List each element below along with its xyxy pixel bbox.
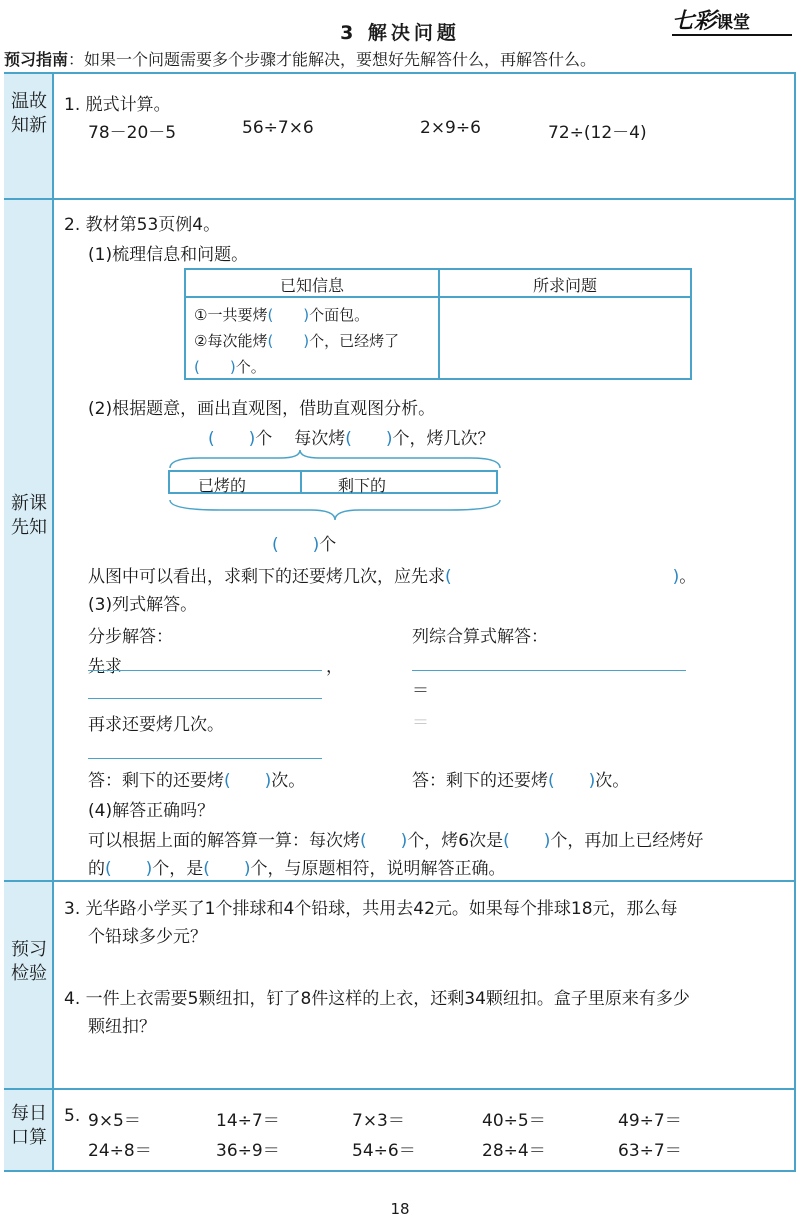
q1-item-4: 72÷(12－4) [548, 123, 647, 143]
q1-item-1: 78－20－5 [88, 123, 177, 143]
side-label-check: 预习检验 [11, 939, 47, 984]
then-step-label: 再求还要烤几次。 [88, 715, 224, 735]
diagram-each-question: 个，烤几次？ [392, 429, 495, 449]
diagram-bar-divider [300, 472, 302, 492]
q5-r2-c5: 63÷7＝ [618, 1141, 682, 1161]
known-1-text-a: ①一共要烤 [194, 306, 268, 324]
q5-r1-c1: 9×5＝ [88, 1111, 141, 1131]
table-head-known: 已知信息 [279, 276, 344, 295]
brand-logo [672, 4, 750, 35]
answer-right-text-b: 次。 [595, 771, 630, 791]
page-number: 18 [390, 1200, 410, 1218]
q3-line-1: 3. 光华路小学买了1个排球和4个铅球，共用去42元。如果每个排球18元，那么每 [64, 899, 678, 919]
q1-item-3: 2×9÷6 [420, 118, 481, 138]
known-1-text-b: 个面包。 [309, 306, 370, 324]
side-new [4, 200, 54, 880]
info-table [184, 268, 692, 380]
known-3-text-b: 个。 [235, 358, 266, 376]
check-2-text-b: 个，是 [152, 859, 204, 879]
side-review [4, 74, 54, 198]
diagram-baked-label: 已烤的 [198, 476, 247, 495]
first-step-answer-line[interactable] [88, 670, 322, 671]
known-info-2 [194, 330, 399, 351]
q5-r2-c4: 28÷4＝ [482, 1141, 546, 1161]
diagram-bottom-label [272, 530, 336, 555]
q2-part2: (2)根据题意，画出直观图，借助直观图分析。 [88, 399, 436, 419]
combined-solution-label: 列综合算式解答： [412, 627, 548, 647]
then-step-answer-line[interactable] [88, 758, 322, 759]
from-diagram-text: 从图中可以看出，求剩下的还要烤几次，应先求 [88, 567, 445, 587]
check-2-blank-b[interactable]: ( ) [203, 859, 251, 879]
diagram-each-blank[interactable]: ( ) [345, 429, 393, 449]
diagram-bottom-unit: 个 [319, 535, 337, 555]
q5-r1-c2: 14÷7＝ [216, 1111, 280, 1131]
check-2-text-a: 的 [88, 859, 105, 879]
answer-left-text-b: 次。 [271, 771, 306, 791]
diagram-top-label [208, 424, 495, 449]
page-title: 3 解决问题 [340, 22, 460, 44]
known-info-1 [194, 304, 369, 325]
diagram-each-label: 每次烤 [294, 429, 346, 449]
q5-r1-c5: 49÷7＝ [618, 1111, 682, 1131]
q2-part4: (4)解答正确吗？ [88, 801, 215, 821]
guide-text: ：如果一个问题需要多个步骤才能解决，要想好先解答什么，再解答什么。 [68, 50, 597, 69]
answer-left [88, 766, 305, 791]
known-info-3 [194, 356, 266, 377]
combined-answer-line[interactable] [412, 670, 686, 671]
check-line-1 [88, 826, 703, 851]
brand-logo-sub: 课堂 [716, 13, 751, 33]
known-2-blank[interactable]: ( ) [267, 332, 310, 350]
q4-line-1: 4. 一件上衣需要5颗纽扣，钉了8件这样的上衣，还剩34颗纽扣。盒子里原来有多少 [64, 989, 690, 1009]
diagram-bar [168, 470, 498, 494]
side-label-review: 温故知新 [11, 91, 47, 136]
q1-title: 1. 脱式计算。 [64, 95, 171, 115]
diagram-bottom-blank[interactable]: ( ) [272, 535, 320, 555]
q5-r2-c3: 54÷6＝ [352, 1141, 416, 1161]
check-2-blank-a[interactable]: ( ) [105, 859, 153, 879]
side-daily [4, 1090, 54, 1170]
q2-part1: (1)梳理信息和问题。 [88, 245, 249, 265]
diagram-total-unit: 个 [255, 429, 273, 449]
step-answer-line-2[interactable] [88, 698, 322, 699]
logo-underline [672, 34, 792, 36]
preview-guide [4, 47, 596, 70]
known-2-text-b: 个，已经烤了 [309, 332, 400, 350]
check-1-text-b: 个，烤6次是 [407, 831, 504, 851]
answer-left-blank[interactable]: ( ) [224, 771, 272, 791]
combined-equals-1: ＝ [412, 681, 429, 701]
side-check [4, 882, 54, 1088]
q1-item-2: 56÷7×6 [242, 118, 314, 138]
step-solution-label: 分步解答： [88, 627, 173, 647]
q5-r1-c3: 7×3＝ [352, 1111, 405, 1131]
answer-left-text-a: 答：剩下的还要烤 [88, 771, 224, 791]
q5-r1-c4: 40÷5＝ [482, 1111, 546, 1131]
combined-equals-2: ＝ [412, 713, 429, 733]
answer-right-text-a: 答：剩下的还要烤 [412, 771, 548, 791]
from-diagram-line [88, 562, 696, 587]
known-3-blank[interactable]: ( ) [194, 358, 236, 376]
q2-title: 2. 教材第53页例4。 [64, 215, 221, 235]
diagram-remaining-label: 剩下的 [338, 476, 387, 495]
check-line-2 [88, 854, 506, 879]
from-diagram-end: 。 [679, 567, 697, 587]
answer-right-blank[interactable]: ( ) [548, 771, 596, 791]
brand-logo-text: 七彩 [672, 9, 717, 34]
guide-label: 预习指南 [4, 50, 69, 69]
q2-part3: (3)列式解答。 [88, 595, 198, 615]
first-step-comma: ， [326, 657, 343, 677]
q5-label: 5. [64, 1106, 81, 1126]
first-step-label: 先求 [88, 657, 122, 677]
side-label-new: 新课先知 [11, 493, 47, 538]
table-head-ask: 所求问题 [532, 276, 597, 295]
q5-r2-c2: 36÷9＝ [216, 1141, 280, 1161]
check-1-blank-b[interactable]: ( ) [503, 831, 551, 851]
from-diagram-blank[interactable]: ( ) [445, 567, 680, 587]
known-1-blank[interactable]: ( ) [267, 306, 310, 324]
q5-r2-c1: 24÷8＝ [88, 1141, 152, 1161]
q3-line-2: 个铅球多少元？ [88, 927, 207, 947]
check-1-text-a: 可以根据上面的解答算一算：每次烤 [88, 831, 360, 851]
diagram-total-blank[interactable]: ( ) [208, 429, 256, 449]
check-1-blank-a[interactable]: ( ) [360, 831, 408, 851]
check-2-text-c: 个，与原题相符，说明解答正确。 [250, 859, 506, 879]
q4-line-2: 颗纽扣？ [88, 1017, 156, 1037]
answer-right [412, 766, 629, 791]
known-2-text-a: ②每次能烤 [194, 332, 268, 350]
side-label-daily: 每日口算 [11, 1103, 47, 1148]
check-1-text-c: 个，再加上已经烤好 [550, 831, 704, 851]
